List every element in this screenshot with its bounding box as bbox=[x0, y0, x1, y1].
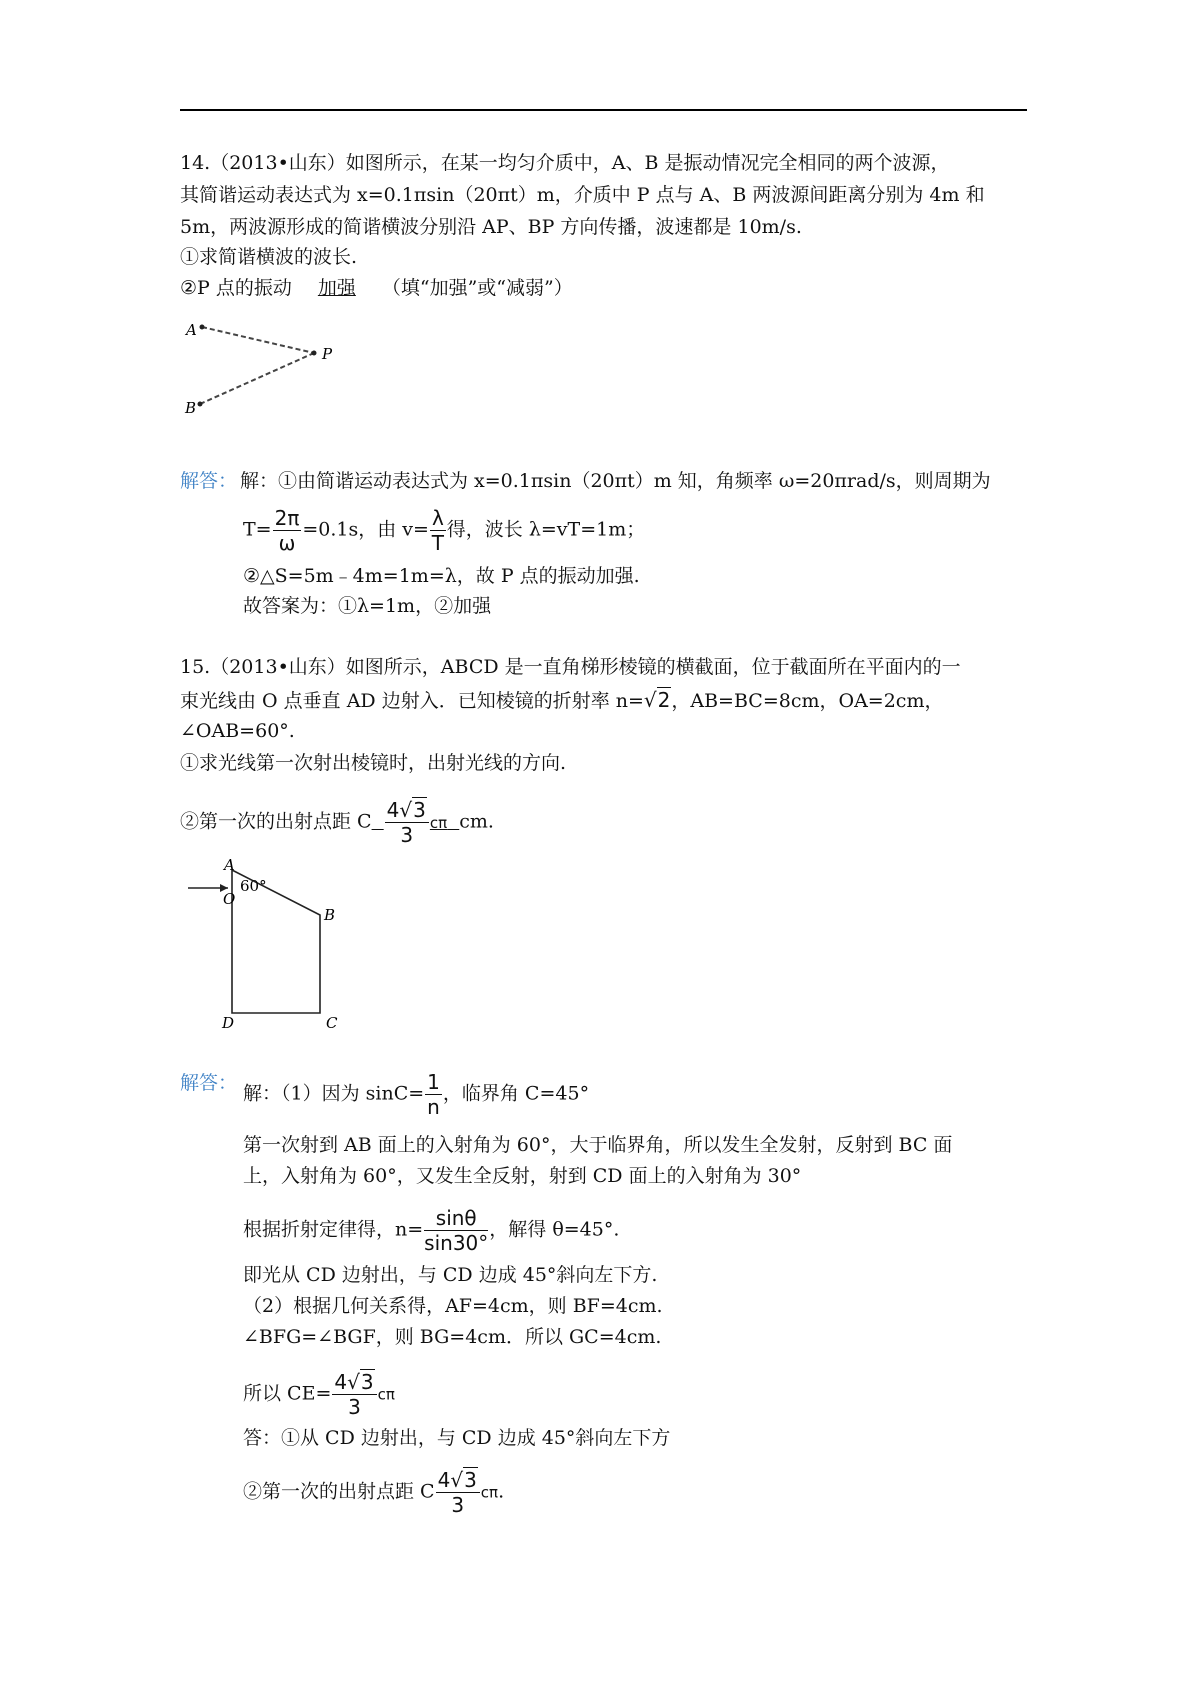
fraction-numerator: 1 bbox=[427, 1070, 440, 1094]
fraction-numerator: λ bbox=[431, 506, 444, 530]
fraction-numerator: 2π bbox=[274, 506, 300, 530]
q14-sol2-post: 得，波长 λ=vT=1m； bbox=[446, 518, 646, 541]
q14-text-line-3: 5m，两波源形成的简谐横波分别沿 AP、BP 方向传播，波速都是 10m/s. bbox=[180, 216, 802, 238]
fraction-numerator: 4√3 bbox=[436, 1470, 480, 1493]
q15-solution-line-7: ∠BFG=∠BGF，则 BG=4cm．所以 GC=4cm. bbox=[243, 1326, 662, 1348]
q15-solution-line-8 bbox=[243, 1372, 395, 1417]
fraction-denominator: 3 bbox=[348, 1395, 361, 1419]
s8-prefix: 所以 CE= bbox=[243, 1382, 332, 1405]
fraction-numerator: 4√3 bbox=[332, 1372, 376, 1395]
s1-prefix: 解：（1）因为 sinC= bbox=[243, 1082, 425, 1105]
q15-solution-line-9: 答：①从 CD 边射出，与 CD 边成 45°斜向左下方 bbox=[243, 1427, 671, 1449]
radicand: 2 bbox=[657, 688, 671, 712]
q15-line2-prefix: 束光线由 O 点垂直 AD 边射入．已知棱镜的折射率 n= bbox=[180, 690, 644, 712]
fraction-1-over-n bbox=[425, 1072, 442, 1117]
q15-solution-line-6: （2）根据几何关系得，AF=4cm，则 BF=4cm. bbox=[243, 1295, 663, 1317]
q14-text-line-1: 14.（2013•山东）如图所示，在某一均匀介质中，A、B 是振动情况完全相同的两个波源， bbox=[180, 152, 950, 174]
unit-cpi: cπ bbox=[377, 1385, 395, 1404]
q15-solution-line-10 bbox=[243, 1470, 504, 1515]
fraction-numerator: 4√3 bbox=[385, 800, 429, 823]
point-a bbox=[200, 325, 205, 330]
q14-sol2-t: T= bbox=[243, 518, 272, 541]
q15-text-line-4: ①求光线第一次射出棱镜时，出射光线的方向. bbox=[180, 752, 567, 774]
q15-solution-line-4 bbox=[243, 1208, 619, 1253]
label-a: A bbox=[186, 321, 197, 339]
label-p: P bbox=[322, 345, 333, 363]
label-o: O bbox=[223, 890, 236, 908]
s4-prefix: 根据折射定律得，n= bbox=[243, 1218, 424, 1241]
q14-solution-line-3: ②△S=5m﹣4m=1m=λ，故 P 点的振动加强. bbox=[243, 565, 640, 587]
q15-solution-line-1 bbox=[243, 1072, 589, 1117]
q15-answer-label: 解答： bbox=[180, 1072, 238, 1094]
header-rule bbox=[180, 109, 1027, 111]
q15-sqrt-2: √2 bbox=[643, 688, 671, 712]
point-b bbox=[198, 402, 203, 407]
s10-suffix: . bbox=[498, 1480, 505, 1503]
q15-solution-line-2: 第一次射到 AB 面上的入射角为 60°，大于临界角，所以发生全发射，反射到 BC 面 bbox=[243, 1134, 953, 1156]
q14-answer-blank: 加强 bbox=[317, 277, 356, 299]
radicand: 3 bbox=[413, 798, 426, 822]
fraction-denominator: ω bbox=[278, 531, 296, 555]
s1-suffix: ，临界角 C=45° bbox=[442, 1082, 590, 1105]
unit-cpi: cπ bbox=[429, 813, 448, 832]
coefficient: 4 bbox=[437, 1468, 451, 1492]
q15-answer-fraction bbox=[385, 800, 429, 845]
fraction-denominator: 3 bbox=[451, 1493, 465, 1517]
q14-fraction-lambda-over-t bbox=[430, 508, 446, 553]
q14-wave-source-figure bbox=[180, 315, 340, 415]
fraction-4sqrt3-over-3 bbox=[436, 1470, 480, 1515]
q14-solution-line-2 bbox=[243, 508, 645, 553]
q15-line5-prefix: ②第一次的出射点距 C bbox=[180, 810, 372, 833]
fraction-denominator: sin30° bbox=[424, 1231, 489, 1255]
q14-sol2-mid: =0.1s，由 v= bbox=[302, 518, 429, 541]
q15-solution-line-3: 上，入射角为 60°，又发生全反射，射到 CD 面上的入射角为 30° bbox=[243, 1165, 802, 1187]
fraction-numerator: sinθ bbox=[424, 1208, 488, 1231]
fraction-sin-theta-over-sin30 bbox=[424, 1208, 488, 1253]
q14-text-line-2: 其简谐运动表达式为 x=0.1πsin（20πt）m，介质中 P 点与 A、B 两波源间距离分别为 4m 和 bbox=[180, 184, 985, 206]
q15-prism-figure bbox=[180, 858, 350, 1033]
q15-text-line-5 bbox=[180, 800, 494, 845]
q15-text-line-1: 15.（2013•山东）如图所示，ABCD 是一直角梯形棱镜的横截面，位于截面所在平面内的一 bbox=[180, 656, 961, 678]
fraction-denominator: n bbox=[427, 1095, 440, 1119]
radicand: 3 bbox=[360, 1370, 374, 1394]
line-bp bbox=[200, 353, 314, 404]
point-p bbox=[312, 351, 317, 356]
q14-text-line-4: ①求简谐横波的波长. bbox=[180, 246, 358, 268]
q14-answer-label: 解答： bbox=[180, 470, 238, 492]
unit-cpi: cπ bbox=[480, 1483, 499, 1502]
q15-solution-line-5: 即光从 CD 边射出，与 CD 边成 45°斜向左下方. bbox=[243, 1264, 658, 1286]
s10-prefix: ②第一次的出射点距 C bbox=[243, 1480, 435, 1503]
fraction-4sqrt3-over-3 bbox=[332, 1372, 376, 1417]
q15-line2-suffix: ，AB=BC=8cm，OA=2cm， bbox=[671, 690, 944, 712]
q14-line5-prefix: ②P 点的振动 bbox=[180, 277, 292, 299]
label-b: B bbox=[324, 906, 336, 924]
q14-text-line-5 bbox=[180, 275, 573, 301]
s4-suffix: ，解得 θ=45°. bbox=[489, 1218, 620, 1241]
q14-line5-suffix: （填“加强”或“减弱”） bbox=[381, 277, 573, 299]
q15-text-line-2 bbox=[180, 687, 943, 714]
label-c: C bbox=[326, 1014, 338, 1032]
q14-solution-line-4: 故答案为：①λ=1m，②加强 bbox=[243, 595, 492, 617]
coefficient: 4 bbox=[334, 1370, 348, 1394]
label-a: A bbox=[224, 856, 235, 874]
fraction-denominator: 3 bbox=[400, 823, 414, 847]
q14-fraction-2pi-over-omega bbox=[273, 508, 302, 553]
radicand: 3 bbox=[464, 1468, 477, 1492]
label-b: B bbox=[185, 399, 197, 417]
q15-answer-blank bbox=[372, 798, 460, 847]
coefficient: 4 bbox=[386, 798, 400, 822]
q14-solution-line-1: 解：①由简谐运动表达式为 x=0.1πsin（20πt）m 知，角频率 ω=20πrad/s，则周期为 bbox=[240, 470, 991, 492]
q15-text-line-3: ∠OAB=60°. bbox=[180, 720, 295, 742]
label-d: D bbox=[222, 1014, 235, 1032]
fraction-denominator: T bbox=[431, 531, 444, 555]
label-angle: 60° bbox=[240, 877, 267, 895]
q15-line5-suffix: cm. bbox=[459, 810, 494, 833]
line-ap bbox=[202, 327, 314, 353]
